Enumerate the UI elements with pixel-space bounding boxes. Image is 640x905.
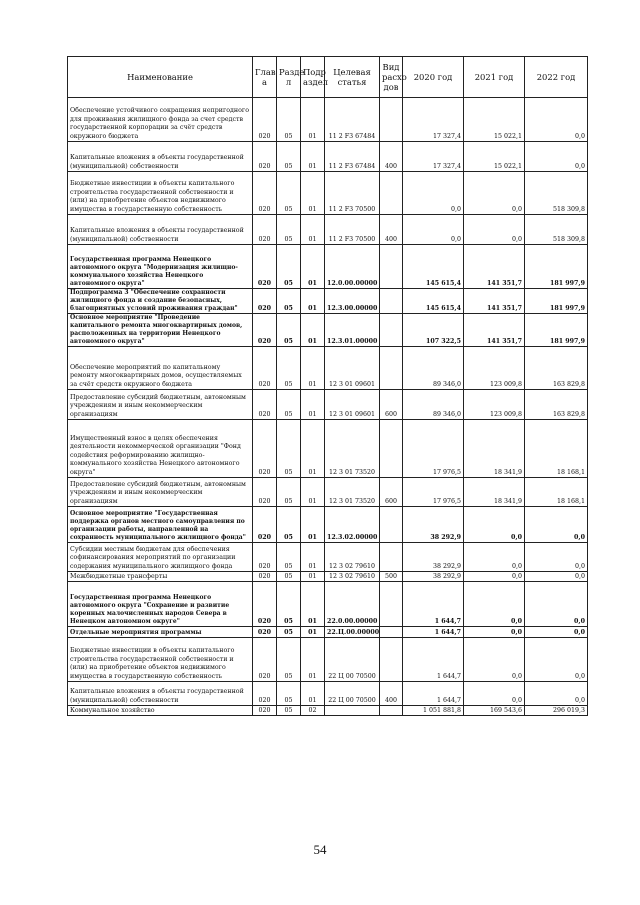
row-vid: 400	[380, 682, 403, 706]
row-name: Отдельные мероприятия программы	[68, 627, 253, 638]
row-2022: 0,0	[525, 682, 588, 706]
row-razdel: 05	[277, 543, 301, 572]
table-body	[68, 98, 588, 716]
header-podrazdel: Подр аздел	[301, 57, 325, 98]
row-podrazdel: 01	[301, 314, 325, 347]
row-2020: 38 292,9	[403, 543, 464, 572]
table-row	[68, 627, 588, 638]
row-vid: 400	[380, 215, 403, 245]
row-name: Бюджетные инвестиции в объекты капитального строительства государственной собственности и (или) на приобретение объектов недвижимого имущества в государственную собственность	[68, 172, 253, 215]
row-glava: 020	[253, 507, 277, 543]
row-name: Предоставление субсидий бюджетным, автономным учреждениям и иным некоммерческим организациям	[68, 478, 253, 507]
row-podrazdel: 01	[301, 215, 325, 245]
table-row	[68, 507, 588, 543]
row-target: 22 Ц 00 70500	[325, 682, 380, 706]
row-2020: 89 346,0	[403, 347, 464, 390]
row-glava: 020	[253, 215, 277, 245]
row-target: 12.0.00.00000	[325, 245, 380, 289]
row-vid	[380, 507, 403, 543]
row-target: 11 2 F3 67484	[325, 98, 380, 142]
row-name: Имущественный взнос в целях обеспечения деятельности некоммерческой организации "Фонд содействия реформированию жилищно-коммунального хозяйства Ненецкого автономного округа"	[68, 420, 253, 478]
table-row	[68, 289, 588, 314]
table-row	[68, 582, 588, 627]
row-podrazdel: 01	[301, 98, 325, 142]
row-name: Государственная программа Ненецкого автономного округа "Модернизация жилищно-коммунального хозяйства Ненецкого автономного округа"	[68, 245, 253, 289]
row-name: Капитальные вложения в объекты государственной (муниципальной) собственности	[68, 682, 253, 706]
row-2022: 163 829,8	[525, 347, 588, 390]
row-vid	[380, 245, 403, 289]
row-2022: 296 019,3	[525, 706, 588, 716]
row-target: 22 Ц 00 70500	[325, 638, 380, 682]
row-vid: 400	[380, 142, 403, 172]
table-row	[68, 682, 588, 706]
row-razdel: 05	[277, 245, 301, 289]
row-glava: 020	[253, 142, 277, 172]
row-vid: 600	[380, 478, 403, 507]
header-name: Наименование	[68, 57, 253, 98]
row-target: 22.Ц.00.00000	[325, 627, 380, 638]
table-row	[68, 215, 588, 245]
row-name: Основное мероприятие "Проведение капитального ремонта многоквартирных домов, расположенных на территории Ненецкого автономного округа"	[68, 314, 253, 347]
row-2021: 0,0	[464, 572, 525, 582]
row-2021: 0,0	[464, 582, 525, 627]
row-2021: 123 009,8	[464, 347, 525, 390]
row-razdel: 05	[277, 142, 301, 172]
row-2020: 1 644,7	[403, 638, 464, 682]
row-glava: 020	[253, 420, 277, 478]
row-2022: 0,0	[525, 142, 588, 172]
row-name: Капитальные вложения в объекты государственной (муниципальной) собственности	[68, 215, 253, 245]
row-target: 12 3 02 79610	[325, 572, 380, 582]
row-target: 11 2 F3 70500	[325, 215, 380, 245]
table-row	[68, 478, 588, 507]
row-razdel: 05	[277, 420, 301, 478]
row-2020: 17 327,4	[403, 142, 464, 172]
row-2022: 18 168,1	[525, 478, 588, 507]
row-podrazdel: 01	[301, 478, 325, 507]
row-podrazdel: 01	[301, 347, 325, 390]
row-name: Обеспечение устойчивого сокращения непригодного для проживания жилищного фонда за счет средств государственной корпорации за счёт средств окружного бюджета	[68, 98, 253, 142]
row-2022: 0,0	[525, 627, 588, 638]
row-glava: 020	[253, 706, 277, 716]
table-row	[68, 390, 588, 420]
row-razdel: 05	[277, 347, 301, 390]
header-vid: Вид расхо дов	[380, 57, 403, 98]
row-target: 12 3 01 09601	[325, 347, 380, 390]
row-2021: 0,0	[464, 215, 525, 245]
row-vid	[380, 706, 403, 716]
row-razdel: 05	[277, 507, 301, 543]
table-row	[68, 420, 588, 478]
row-razdel: 05	[277, 289, 301, 314]
row-target	[325, 706, 380, 716]
row-name: Бюджетные инвестиции в объекты капитального строительства государственной собственности и (или) на приобретение объектов недвижимого имущества в государственную собственность	[68, 638, 253, 682]
row-2021: 141 351,7	[464, 289, 525, 314]
row-glava: 020	[253, 98, 277, 142]
header-target: Целевая статья	[325, 57, 380, 98]
row-2022: 18 168,1	[525, 420, 588, 478]
row-2021: 15 022,1	[464, 142, 525, 172]
row-glava: 020	[253, 543, 277, 572]
row-2020: 0,0	[403, 172, 464, 215]
row-2020: 38 292,9	[403, 572, 464, 582]
row-podrazdel: 01	[301, 172, 325, 215]
row-target: 12.3.00.00000	[325, 289, 380, 314]
table-row	[68, 142, 588, 172]
row-razdel: 05	[277, 706, 301, 716]
row-target: 12 3 01 73520	[325, 478, 380, 507]
header-glava: Глав а	[253, 57, 277, 98]
row-2022: 181 997,9	[525, 245, 588, 289]
row-vid: 500	[380, 572, 403, 582]
row-2021: 0,0	[464, 627, 525, 638]
row-name: Субсидии местным бюджетам для обеспечения софинансирования мероприятий по организации содержания муниципального жилищного фонда	[68, 543, 253, 572]
row-podrazdel: 01	[301, 142, 325, 172]
table-row	[68, 172, 588, 215]
row-target: 11 2 F3 70500	[325, 172, 380, 215]
row-glava: 020	[253, 682, 277, 706]
row-razdel: 05	[277, 638, 301, 682]
row-podrazdel: 01	[301, 582, 325, 627]
row-2022: 181 997,9	[525, 314, 588, 347]
row-2021: 15 022,1	[464, 98, 525, 142]
row-2020: 1 644,7	[403, 582, 464, 627]
row-2021: 0,0	[464, 543, 525, 572]
row-name: Коммунальное хозяйство	[68, 706, 253, 716]
row-razdel: 05	[277, 314, 301, 347]
table-row	[68, 706, 588, 716]
row-2020: 107 322,5	[403, 314, 464, 347]
row-razdel: 05	[277, 390, 301, 420]
page-number: 54	[313, 842, 327, 857]
row-2021: 123 009,8	[464, 390, 525, 420]
row-2022: 0,0	[525, 572, 588, 582]
table-header-row	[68, 57, 588, 98]
row-2020: 17 327,4	[403, 98, 464, 142]
table-row	[68, 572, 588, 582]
row-podrazdel: 02	[301, 706, 325, 716]
row-podrazdel: 01	[301, 507, 325, 543]
row-glava: 020	[253, 582, 277, 627]
row-2022: 0,0	[525, 638, 588, 682]
row-podrazdel: 01	[301, 289, 325, 314]
table-row	[68, 98, 588, 142]
row-glava: 020	[253, 638, 277, 682]
row-2020: 145 615,4	[403, 289, 464, 314]
header-2021: 2021 год	[464, 57, 525, 98]
row-2020: 1 644,7	[403, 682, 464, 706]
row-podrazdel: 01	[301, 627, 325, 638]
row-2020: 17 976,5	[403, 420, 464, 478]
row-2020: 145 615,4	[403, 245, 464, 289]
row-razdel: 05	[277, 682, 301, 706]
row-name: Основное мероприятие "Государственная поддержка органов местного самоуправления по организации работы, направленной на сохранность муниципального жилищного фонда"	[68, 507, 253, 543]
row-name: Подпрограмма 3 "Обеспечение сохранности жилищного фонда и создание безопасных, благоприятных условий проживания граждан"	[68, 289, 253, 314]
row-vid	[380, 638, 403, 682]
row-razdel: 05	[277, 627, 301, 638]
row-2022: 518 309,8	[525, 172, 588, 215]
row-podrazdel: 01	[301, 638, 325, 682]
table-row	[68, 314, 588, 347]
row-2021: 18 341,9	[464, 478, 525, 507]
row-glava: 020	[253, 172, 277, 215]
row-2022: 0,0	[525, 507, 588, 543]
row-glava: 020	[253, 314, 277, 347]
row-2020: 1 644,7	[403, 627, 464, 638]
row-podrazdel: 01	[301, 572, 325, 582]
row-target: 22.0.00.00000	[325, 582, 380, 627]
table-row	[68, 543, 588, 572]
table-row	[68, 245, 588, 289]
row-vid: 600	[380, 390, 403, 420]
row-2021: 169 543,6	[464, 706, 525, 716]
row-2022: 0,0	[525, 543, 588, 572]
row-podrazdel: 01	[301, 390, 325, 420]
row-vid	[380, 98, 403, 142]
row-2020: 89 346,0	[403, 390, 464, 420]
row-2022: 518 309,8	[525, 215, 588, 245]
row-2022: 0,0	[525, 582, 588, 627]
row-razdel: 05	[277, 98, 301, 142]
row-vid	[380, 420, 403, 478]
row-2020: 1 051 881,8	[403, 706, 464, 716]
budget-table	[67, 56, 588, 716]
row-glava: 020	[253, 627, 277, 638]
row-glava: 020	[253, 289, 277, 314]
row-glava: 020	[253, 347, 277, 390]
row-2021: 18 341,9	[464, 420, 525, 478]
row-2022: 163 829,8	[525, 390, 588, 420]
row-target: 12 3 01 09601	[325, 390, 380, 420]
row-name: Предоставление субсидий бюджетным, автономным учреждениям и иным некоммерческим организациям	[68, 390, 253, 420]
row-name: Обеспечение мероприятий по капитальному ремонту многоквартирных домов, осуществляемых за счёт средств окружного бюджета	[68, 347, 253, 390]
row-target: 12.3.01.00000	[325, 314, 380, 347]
row-2021: 0,0	[464, 172, 525, 215]
row-2022: 0,0	[525, 98, 588, 142]
row-glava: 020	[253, 478, 277, 507]
row-target: 11 2 F3 67484	[325, 142, 380, 172]
row-2022: 181 997,9	[525, 289, 588, 314]
row-glava: 020	[253, 572, 277, 582]
row-razdel: 05	[277, 215, 301, 245]
table-row	[68, 638, 588, 682]
header-2020: 2020 год	[403, 57, 464, 98]
row-podrazdel: 01	[301, 682, 325, 706]
row-vid	[380, 543, 403, 572]
row-podrazdel: 01	[301, 245, 325, 289]
row-name: Межбюджетные трансферты	[68, 572, 253, 582]
row-2020: 38 292,9	[403, 507, 464, 543]
row-name: Государственная программа Ненецкого автономного округа "Сохранение и развитие коренных малочисленных народов Севера в Ненецком автономном округе"	[68, 582, 253, 627]
row-vid	[380, 347, 403, 390]
row-target: 12 3 02 79610	[325, 543, 380, 572]
row-podrazdel: 01	[301, 543, 325, 572]
row-2021: 0,0	[464, 507, 525, 543]
row-podrazdel: 01	[301, 420, 325, 478]
row-vid	[380, 627, 403, 638]
row-target: 12 3 01 73520	[325, 420, 380, 478]
row-target: 12.3.02.00000	[325, 507, 380, 543]
header-razdel: Разде л	[277, 57, 301, 98]
row-2021: 0,0	[464, 638, 525, 682]
header-2022: 2022 год	[525, 57, 588, 98]
row-razdel: 05	[277, 582, 301, 627]
row-2021: 141 351,7	[464, 314, 525, 347]
row-glava: 020	[253, 390, 277, 420]
row-2020: 17 976,5	[403, 478, 464, 507]
row-vid	[380, 582, 403, 627]
row-glava: 020	[253, 245, 277, 289]
row-2020: 0,0	[403, 215, 464, 245]
row-razdel: 05	[277, 478, 301, 507]
row-vid	[380, 172, 403, 215]
row-name: Капитальные вложения в объекты государственной (муниципальной) собственности	[68, 142, 253, 172]
table-row	[68, 347, 588, 390]
row-vid	[380, 314, 403, 347]
row-razdel: 05	[277, 172, 301, 215]
row-vid	[380, 289, 403, 314]
row-razdel: 05	[277, 572, 301, 582]
row-2021: 0,0	[464, 682, 525, 706]
row-2021: 141 351,7	[464, 245, 525, 289]
